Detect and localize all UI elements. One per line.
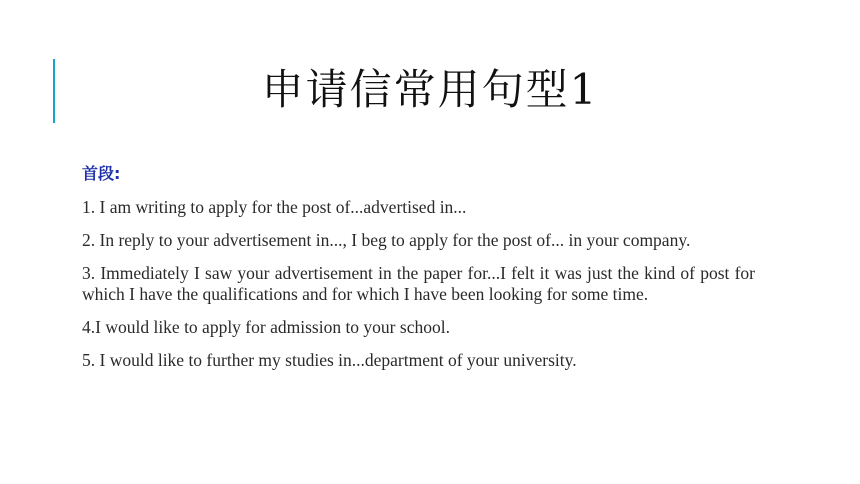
- sentence-5: 5. I would like to further my studies in...department of your university.: [82, 350, 577, 370]
- accent-bar: [53, 59, 55, 123]
- sentence-2: 2. In reply to your advertisement in..., I beg to apply for the post of... in your company.: [82, 230, 691, 250]
- section-label: 首段:: [82, 164, 121, 183]
- slide-content: [82, 163, 755, 383]
- sentence-4: 4.I would like to apply for admission to your school.: [82, 317, 450, 337]
- sentence-3: 3. Immediately I saw your advertisement in the paper for...I felt it was just the kind of post for which I have the qualifications and for which I have been looking for some time.: [82, 263, 755, 304]
- sentence-1: 1. I am writing to apply for the post of...advertised in...: [82, 197, 467, 217]
- slide-title: 申请信常用句型1: [261, 65, 599, 114]
